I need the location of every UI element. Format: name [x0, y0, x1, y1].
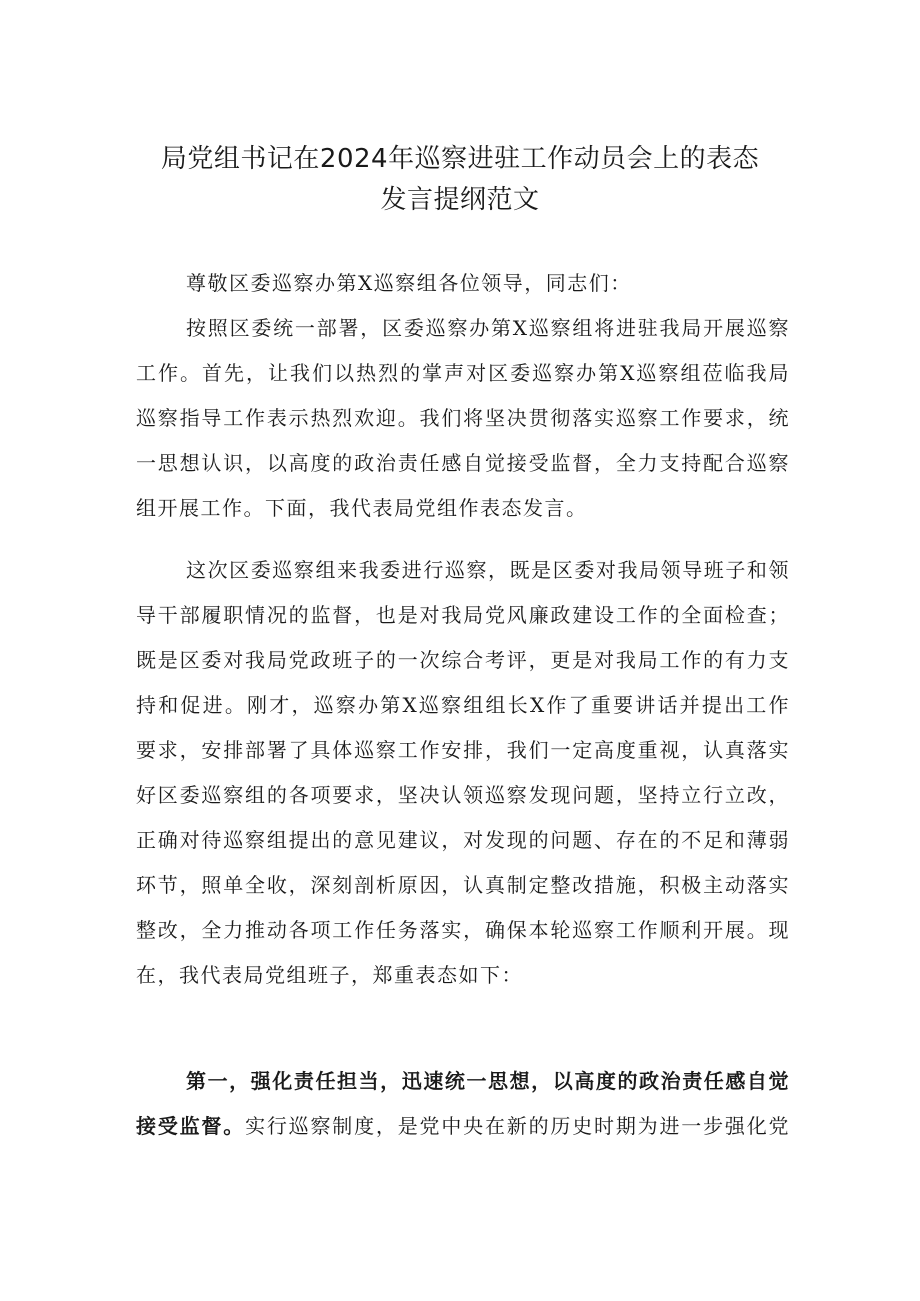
- paragraph-2-line: 整改，全力推动各项工作任务落实，确保本轮巡察工作顺利开展。现: [136, 918, 790, 942]
- section-1-heading-end: 接受监督。: [136, 1114, 246, 1138]
- paragraph-1-line: 工作。首先，让我们以热烈的掌声对区委巡察办第X巡察组莅临我局: [136, 361, 790, 385]
- paragraph-2-line: 既是区委对我局党政班子的一次综合考评，更是对我局工作的有力支: [136, 648, 790, 672]
- paragraph-2-line: 导干部履职情况的监督，也是对我局党风廉政建设工作的全面检查；: [136, 603, 790, 627]
- document-title-line-2: 发言提纲范文: [380, 185, 540, 215]
- section-1-heading: 第一，强化责任担当，迅速统一思想，以高度的政治责任感自觉: [186, 1069, 790, 1093]
- section-1-line: [136, 1111, 790, 1141]
- paragraph-2-line: 要求，安排部署了具体巡察工作安排，我们一定高度重视，认真落实: [136, 738, 790, 762]
- paragraph-2-line: 这次区委巡察组来我委进行巡察，既是区委对我局领导班子和领: [186, 558, 790, 582]
- paragraph-1-line: 组开展工作。下面，我代表局党组作表态发言。: [136, 496, 588, 520]
- paragraph-2-line: 环节，照单全收，深刻剖析原因，认真制定整改措施，积极主动落实: [136, 873, 790, 897]
- section-1-text: 实行巡察制度，是党中央在新的历史时期为进一步强化党: [245, 1114, 791, 1138]
- paragraph-2-line: 正确对待巡察组提出的意见建议，对发现的问题、存在的不足和薄弱: [136, 828, 790, 852]
- document-title-line-1: 局党组书记在2024年巡察进驻工作动员会上的表态: [160, 144, 760, 174]
- salutation: 尊敬区委巡察办第X巡察组各位领导，同志们：: [186, 271, 632, 295]
- paragraph-1-line: 一思想认识，以高度的政治责任感自觉接受监督，全力支持配合巡察: [136, 451, 790, 475]
- paragraph-2-line: 在，我代表局党组班子，郑重表态如下：: [136, 963, 523, 987]
- paragraph-1-line: 巡察指导工作表示热烈欢迎。我们将坚决贯彻落实巡察工作要求，统: [136, 406, 790, 430]
- paragraph-2-line: 持和促进。刚才，巡察办第X巡察组组长X作了重要讲话并提出工作: [136, 693, 790, 717]
- paragraph-1-line: 按照区委统一部署，区委巡察办第X巡察组将进驻我局开展巡察: [186, 316, 790, 340]
- paragraph-2-line: 好区委巡察组的各项要求，坚决认领巡察发现问题，坚持立行立改，: [136, 783, 790, 807]
